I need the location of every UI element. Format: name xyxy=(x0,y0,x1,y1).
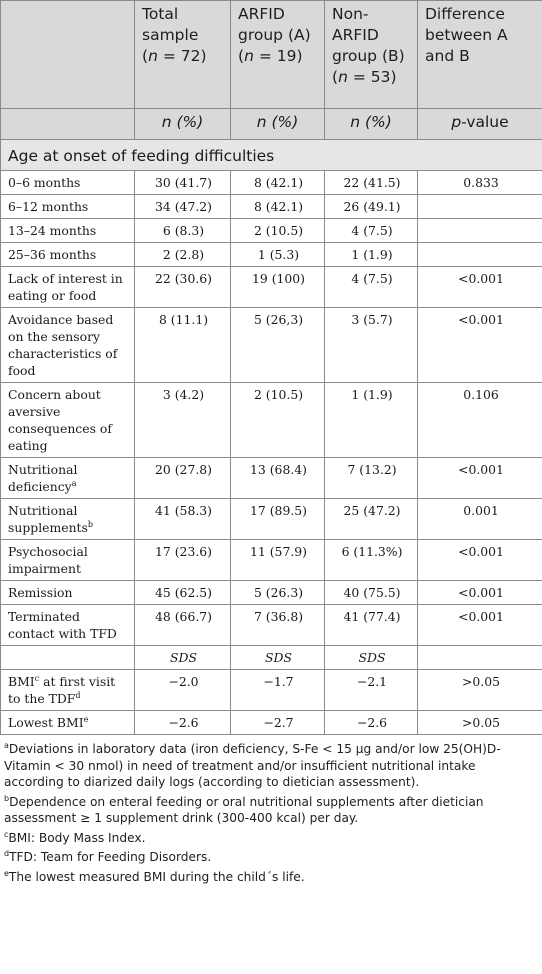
cell-p-value: <0.001 xyxy=(418,605,542,646)
cell-total: 22 (30.6) xyxy=(135,267,231,308)
cell-arfid: 5 (26.3) xyxy=(231,581,325,605)
table-row xyxy=(1,540,542,581)
unit-arfid: n (%) xyxy=(231,109,325,140)
cell-non-arfid: 4 (7.5) xyxy=(325,267,418,308)
cell-arfid: 8 (42.1) xyxy=(231,171,325,195)
cell-total: 41 (58.3) xyxy=(135,499,231,540)
cell-non-arfid: 3 (5.7) xyxy=(325,308,418,383)
cell-p-value: 0.001 xyxy=(418,499,542,540)
cell-arfid: 2 (10.5) xyxy=(231,383,325,458)
header-difference: Difference between A and B xyxy=(418,1,542,109)
row-label: 13–24 months xyxy=(1,219,135,243)
unit-row xyxy=(1,109,542,140)
cell-p-value: >0.05 xyxy=(418,670,542,711)
cell-total: 34 (47.2) xyxy=(135,195,231,219)
cell-arfid: 19 (100) xyxy=(231,267,325,308)
cell-p-value: <0.001 xyxy=(418,308,542,383)
row-label: Concern about aversive consequences of eating xyxy=(1,383,135,458)
footnote: $^d$TFD: Team for Feeding Disorders. xyxy=(4,848,212,864)
footnote: $^c$BMI: Body Mass Index. xyxy=(4,829,146,845)
sds-empty-cell xyxy=(1,646,135,670)
table-row xyxy=(1,243,542,267)
table-row xyxy=(1,499,542,540)
table-row xyxy=(1,171,542,195)
row-label: Avoidance based on the sensory characteristics of food xyxy=(1,308,135,383)
header-empty-cell xyxy=(1,1,135,109)
cell-total: 20 (27.8) xyxy=(135,458,231,499)
cell-p-value xyxy=(418,195,542,219)
cell-p-value: >0.05 xyxy=(418,711,542,735)
unit-non-arfid: n (%) xyxy=(325,109,418,140)
table-row xyxy=(1,458,542,499)
row-label: 25–36 months xyxy=(1,243,135,267)
table-row xyxy=(1,581,542,605)
row-label: Terminated contact with TFD xyxy=(1,605,135,646)
cell-non-arfid: 25 (47.2) xyxy=(325,499,418,540)
cell-non-arfid: −2.1 xyxy=(325,670,418,711)
cell-arfid: 17 (89.5) xyxy=(231,499,325,540)
footnote: $^a$Deviations in laboratory data (iron deficiency, S-Fe < 15 µg and/or low 25(OH)D-Vitamin < 30 nmol) in need of treatment and/or insufficient nutritional intake according to diarized daily logs (according to dietician assessment). xyxy=(4,740,501,789)
row-label: Nutritional deficiency$^a$ xyxy=(1,458,135,499)
cell-non-arfid: 41 (77.4) xyxy=(325,605,418,646)
cell-p-value: <0.001 xyxy=(418,267,542,308)
section-row xyxy=(1,140,542,171)
table-row xyxy=(1,670,542,711)
cell-arfid: 2 (10.5) xyxy=(231,219,325,243)
header-arfid-group: ARFID group (A) (n = 19) xyxy=(231,1,325,109)
cell-non-arfid: 26 (49.1) xyxy=(325,195,418,219)
table-row xyxy=(1,195,542,219)
footnote: $^b$Dependence on enteral feeding or oral nutritional supplements after dietician assessment ≥ 1 supplement drink (300-400 kcal) per day. xyxy=(4,793,484,825)
cell-non-arfid: −2.6 xyxy=(325,711,418,735)
row-label: 6–12 months xyxy=(1,195,135,219)
row-label: Lack of interest in eating or food xyxy=(1,267,135,308)
cell-non-arfid: 40 (75.5) xyxy=(325,581,418,605)
table-row xyxy=(1,267,542,308)
cell-p-value: 0.106 xyxy=(418,383,542,458)
cell-arfid: 13 (68.4) xyxy=(231,458,325,499)
footnote: $^e$The lowest measured BMI during the child´s life. xyxy=(4,868,305,884)
cell-arfid: 11 (57.9) xyxy=(231,540,325,581)
cell-total: 2 (2.8) xyxy=(135,243,231,267)
header-non-arfid-group: Non- ARFID group (B) (n = 53) xyxy=(325,1,418,109)
sds-p-empty xyxy=(418,646,542,670)
unit-total: n (%) xyxy=(135,109,231,140)
cell-total: 45 (62.5) xyxy=(135,581,231,605)
footnotes xyxy=(0,735,542,885)
cell-total: 48 (66.7) xyxy=(135,605,231,646)
cell-arfid: −1.7 xyxy=(231,670,325,711)
unit-empty-cell xyxy=(1,109,135,140)
cell-p-value: <0.001 xyxy=(418,458,542,499)
table-row xyxy=(1,711,542,735)
cell-p-value: <0.001 xyxy=(418,581,542,605)
cell-non-arfid: 1 (1.9) xyxy=(325,243,418,267)
sds-arfid: SDS xyxy=(231,646,325,670)
cell-non-arfid: 22 (41.5) xyxy=(325,171,418,195)
table-row xyxy=(1,383,542,458)
cell-non-arfid: 1 (1.9) xyxy=(325,383,418,458)
unit-p-value: p-value xyxy=(418,109,542,140)
row-label: BMI$^c$ at first visit to the TDF$^d$ xyxy=(1,670,135,711)
sds-total: SDS xyxy=(135,646,231,670)
cell-total: −2.0 xyxy=(135,670,231,711)
row-label: Lowest BMI$^e$ xyxy=(1,711,135,735)
cell-non-arfid: 4 (7.5) xyxy=(325,219,418,243)
header-row xyxy=(1,1,542,109)
cell-total: 6 (8.3) xyxy=(135,219,231,243)
cell-arfid: 7 (36.8) xyxy=(231,605,325,646)
cell-arfid: 1 (5.3) xyxy=(231,243,325,267)
cell-total: 30 (41.7) xyxy=(135,171,231,195)
cell-p-value: <0.001 xyxy=(418,540,542,581)
sds-row xyxy=(1,646,542,670)
header-total-sample: Total sample (n = 72) xyxy=(135,1,231,109)
cell-total: 17 (23.6) xyxy=(135,540,231,581)
table-row xyxy=(1,605,542,646)
table-row xyxy=(1,308,542,383)
cell-arfid: 5 (26,3) xyxy=(231,308,325,383)
cell-total: 3 (4.2) xyxy=(135,383,231,458)
cell-non-arfid: 6 (11.3%) xyxy=(325,540,418,581)
row-label: Nutritional supplements$^b$ xyxy=(1,499,135,540)
cell-p-value xyxy=(418,243,542,267)
cell-arfid: −2.7 xyxy=(231,711,325,735)
row-label: Psychosocial impairment xyxy=(1,540,135,581)
cell-arfid: 8 (42.1) xyxy=(231,195,325,219)
table-row xyxy=(1,219,542,243)
cell-p-value: 0.833 xyxy=(418,171,542,195)
sds-non-arfid: SDS xyxy=(325,646,418,670)
cell-p-value xyxy=(418,219,542,243)
cell-non-arfid: 7 (13.2) xyxy=(325,458,418,499)
cell-total: −2.6 xyxy=(135,711,231,735)
row-label: Remission xyxy=(1,581,135,605)
section-title: Age at onset of feeding difficulties xyxy=(1,140,542,171)
row-label: 0–6 months xyxy=(1,171,135,195)
cell-total: 8 (11.1) xyxy=(135,308,231,383)
